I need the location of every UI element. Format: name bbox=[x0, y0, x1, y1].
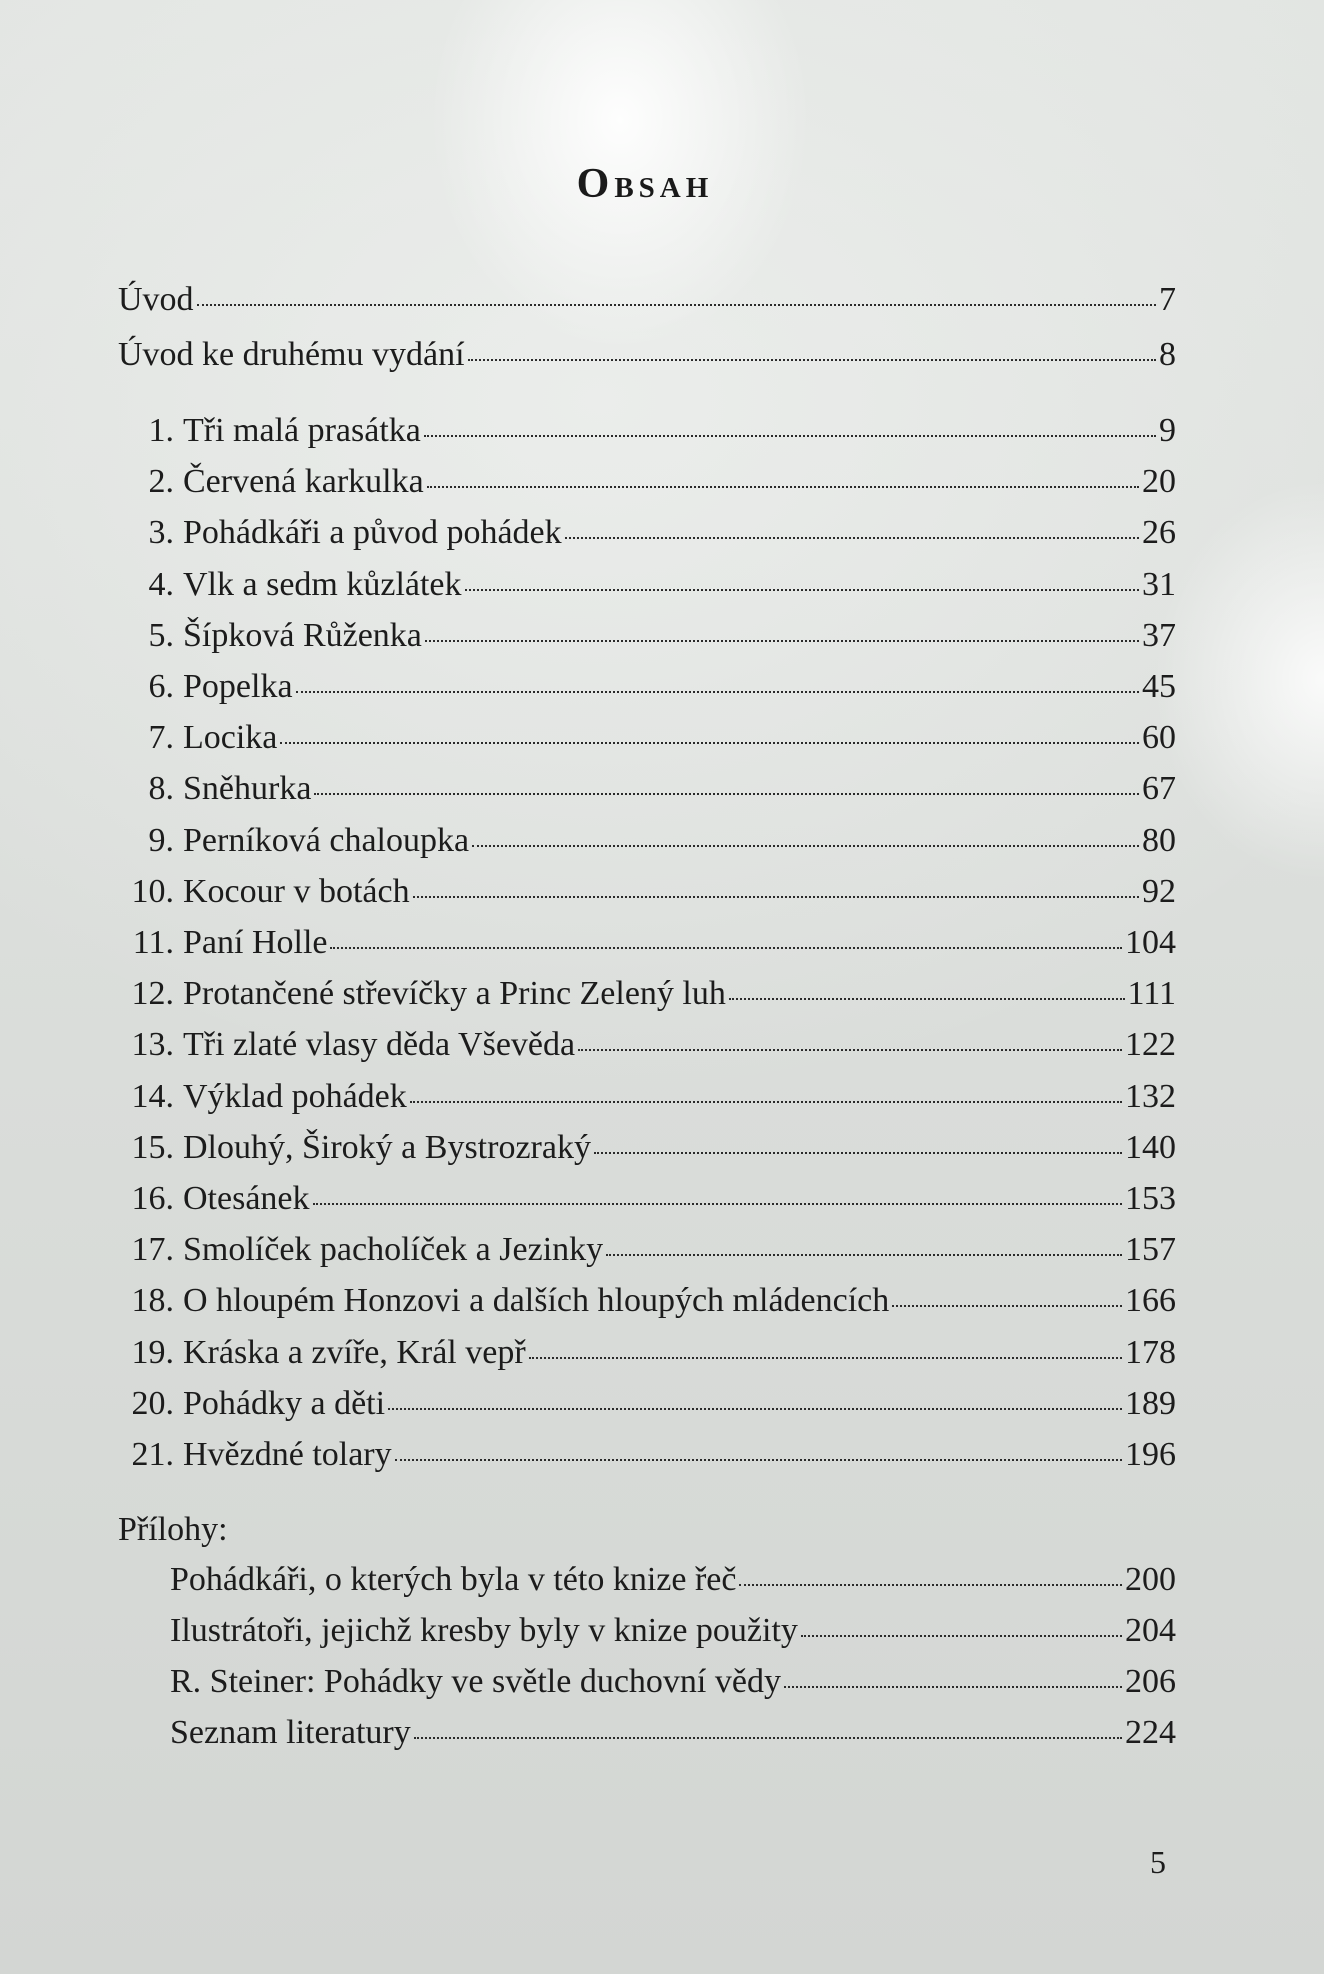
dot-leader bbox=[427, 486, 1139, 488]
entry-page-number: 37 bbox=[1142, 617, 1176, 654]
entry-title: Tři malá prasátka bbox=[183, 412, 421, 449]
dot-leader bbox=[280, 742, 1139, 744]
toc-chapter-entry bbox=[118, 764, 1176, 814]
dot-leader bbox=[529, 1357, 1122, 1359]
chapter-number: 10. bbox=[131, 873, 174, 910]
entry-title: Seznam literatury bbox=[170, 1714, 411, 1751]
dot-leader bbox=[313, 1203, 1122, 1205]
entry-title: Popelka bbox=[183, 668, 293, 705]
entry-title: Šípková Růženka bbox=[183, 617, 422, 654]
toc-chapter-entry bbox=[118, 1328, 1176, 1378]
entry-page-number: 26 bbox=[1142, 514, 1176, 551]
entry-title: Kráska a zvíře, Král vepř bbox=[183, 1334, 526, 1371]
entry-title: Locika bbox=[183, 719, 278, 756]
page-number: 5 bbox=[1150, 1844, 1166, 1880]
chapter-number: 13. bbox=[131, 1026, 174, 1063]
toc-chapter-entry bbox=[118, 918, 1176, 968]
page-title: Obsah bbox=[576, 161, 714, 207]
entry-page-number: 157 bbox=[1125, 1231, 1176, 1268]
entry-page-number: 9 bbox=[1159, 412, 1176, 449]
entry-title: Tři zlaté vlasy děda Vševěda bbox=[183, 1026, 576, 1063]
toc-chapter-entry bbox=[118, 1430, 1176, 1480]
entry-title: Ilustrátoři, jejichž kresby byly v knize použity bbox=[170, 1612, 798, 1649]
dot-leader bbox=[388, 1408, 1122, 1410]
dot-leader bbox=[784, 1686, 1122, 1688]
entry-title: Pohádkáři a původ pohádek bbox=[183, 514, 562, 551]
entry-title: O hloupém Honzovi a dalších hloupých mládencích bbox=[183, 1282, 890, 1319]
entry-page-number: 224 bbox=[1125, 1714, 1176, 1751]
entry-title: Vlk a sedm kůzlátek bbox=[183, 566, 462, 603]
dot-leader bbox=[729, 998, 1125, 1000]
entry-title: Smolíček pacholíček a Jezinky bbox=[183, 1231, 604, 1268]
chapter-number: 9. bbox=[148, 822, 174, 859]
chapter-number: 2. bbox=[148, 463, 174, 500]
entry-page-number: 178 bbox=[1125, 1334, 1176, 1371]
entry-title: Úvod ke druhému vydání bbox=[118, 336, 465, 373]
chapter-number: 8. bbox=[148, 770, 174, 807]
entry-title: Paní Holle bbox=[183, 924, 328, 961]
toc-intro-entry bbox=[118, 275, 1176, 325]
toc-chapter-entry bbox=[118, 1123, 1176, 1173]
dot-leader bbox=[296, 691, 1139, 693]
toc-chapter-entry bbox=[118, 1174, 1176, 1224]
toc-chapter-entry bbox=[118, 1379, 1176, 1429]
appendix-heading: Přílohy: bbox=[118, 1511, 228, 1548]
dot-leader bbox=[594, 1152, 1122, 1154]
entry-page-number: 8 bbox=[1159, 336, 1176, 373]
entry-page-number: 196 bbox=[1125, 1436, 1176, 1473]
entry-title: Perníková chaloupka bbox=[183, 822, 470, 859]
chapter-number: 19. bbox=[131, 1334, 174, 1371]
entry-title: Červená karkulka bbox=[183, 463, 424, 500]
chapter-number: 6. bbox=[148, 668, 174, 705]
toc-chapter-entry bbox=[118, 457, 1176, 507]
entry-title: Sněhurka bbox=[183, 770, 312, 807]
toc-chapter-entry bbox=[118, 1225, 1176, 1275]
chapter-number: 15. bbox=[131, 1129, 174, 1166]
dot-leader bbox=[468, 359, 1156, 361]
entry-page-number: 140 bbox=[1125, 1129, 1176, 1166]
toc-chapter-entry bbox=[118, 560, 1176, 610]
chapter-number: 4. bbox=[148, 566, 174, 603]
toc-chapter-entry bbox=[118, 969, 1176, 1019]
entry-page-number: 206 bbox=[1125, 1663, 1176, 1700]
chapter-number: 16. bbox=[131, 1180, 174, 1217]
chapter-number: 5. bbox=[148, 617, 174, 654]
dot-leader bbox=[578, 1049, 1122, 1051]
entry-page-number: 60 bbox=[1142, 719, 1176, 756]
toc-chapter-entry bbox=[118, 816, 1176, 866]
dot-leader bbox=[739, 1584, 1122, 1586]
entry-title: Pohádky a děti bbox=[183, 1385, 386, 1422]
dot-leader bbox=[565, 537, 1139, 539]
toc-chapter-entry bbox=[118, 508, 1176, 558]
entry-title: Úvod bbox=[118, 281, 194, 318]
toc-appendix-entry bbox=[118, 1606, 1176, 1656]
dot-leader bbox=[314, 793, 1139, 795]
dot-leader bbox=[413, 896, 1139, 898]
dot-leader bbox=[472, 845, 1139, 847]
dot-leader bbox=[330, 947, 1122, 949]
entry-title: Protančené střevíčky a Princ Zelený luh bbox=[183, 975, 726, 1012]
entry-title: Kocour v botách bbox=[183, 873, 410, 910]
entry-title: Výklad pohádek bbox=[183, 1078, 407, 1115]
toc-chapter-entry bbox=[118, 662, 1176, 712]
entry-title: Dlouhý, Široký a Bystrozraký bbox=[183, 1129, 591, 1166]
chapter-number: 18. bbox=[131, 1282, 174, 1319]
dot-leader bbox=[395, 1459, 1122, 1461]
entry-page-number: 204 bbox=[1125, 1612, 1176, 1649]
toc-appendix-entry bbox=[118, 1555, 1176, 1605]
toc-chapter-entry bbox=[118, 1072, 1176, 1122]
entry-page-number: 20 bbox=[1142, 463, 1176, 500]
chapter-number: 14. bbox=[131, 1078, 174, 1115]
entry-page-number: 67 bbox=[1142, 770, 1176, 807]
entry-title: Hvězdné tolary bbox=[183, 1436, 392, 1473]
chapter-number: 1. bbox=[148, 412, 174, 449]
chapter-number: 21. bbox=[131, 1436, 174, 1473]
toc-chapter-entry bbox=[118, 406, 1176, 456]
dot-leader bbox=[606, 1254, 1122, 1256]
dot-leader bbox=[197, 304, 1156, 306]
dot-leader bbox=[425, 640, 1139, 642]
chapter-number: 11. bbox=[132, 924, 174, 961]
entry-page-number: 122 bbox=[1125, 1026, 1176, 1063]
toc-chapter-entry bbox=[118, 1276, 1176, 1326]
dot-leader bbox=[465, 589, 1139, 591]
chapter-number: 20. bbox=[131, 1385, 174, 1422]
entry-page-number: 7 bbox=[1159, 281, 1176, 318]
entry-title: R. Steiner: Pohádky ve světle duchovní vědy bbox=[170, 1663, 781, 1700]
dot-leader bbox=[414, 1737, 1122, 1739]
entry-page-number: 92 bbox=[1142, 873, 1176, 910]
entry-page-number: 80 bbox=[1142, 822, 1176, 859]
dot-leader bbox=[892, 1305, 1122, 1307]
toc-chapter-entry bbox=[118, 611, 1176, 661]
entry-page-number: 166 bbox=[1125, 1282, 1176, 1319]
chapter-number: 17. bbox=[131, 1231, 174, 1268]
dot-leader bbox=[424, 435, 1156, 437]
entry-page-number: 189 bbox=[1125, 1385, 1176, 1422]
entry-page-number: 104 bbox=[1125, 924, 1176, 961]
dot-leader bbox=[801, 1635, 1122, 1637]
chapter-number: 12. bbox=[131, 975, 174, 1012]
dot-leader bbox=[410, 1101, 1122, 1103]
chapter-number: 3. bbox=[148, 514, 174, 551]
toc-chapter-entry bbox=[118, 713, 1176, 763]
entry-page-number: 45 bbox=[1142, 668, 1176, 705]
entry-page-number: 153 bbox=[1125, 1180, 1176, 1217]
toc-intro-entry bbox=[118, 330, 1176, 380]
entry-page-number: 111 bbox=[1127, 975, 1176, 1012]
entry-page-number: 31 bbox=[1142, 566, 1176, 603]
entry-title: Otesánek bbox=[183, 1180, 310, 1217]
toc-appendix-entry bbox=[118, 1657, 1176, 1707]
entry-title: Pohádkáři, o kterých byla v této knize řeč bbox=[170, 1561, 737, 1598]
toc-chapter-entry bbox=[118, 867, 1176, 917]
entry-page-number: 200 bbox=[1125, 1561, 1176, 1598]
chapter-number: 7. bbox=[148, 719, 174, 756]
toc-chapter-entry bbox=[118, 1020, 1176, 1070]
toc-appendix-entry bbox=[118, 1708, 1176, 1758]
entry-page-number: 132 bbox=[1125, 1078, 1176, 1115]
